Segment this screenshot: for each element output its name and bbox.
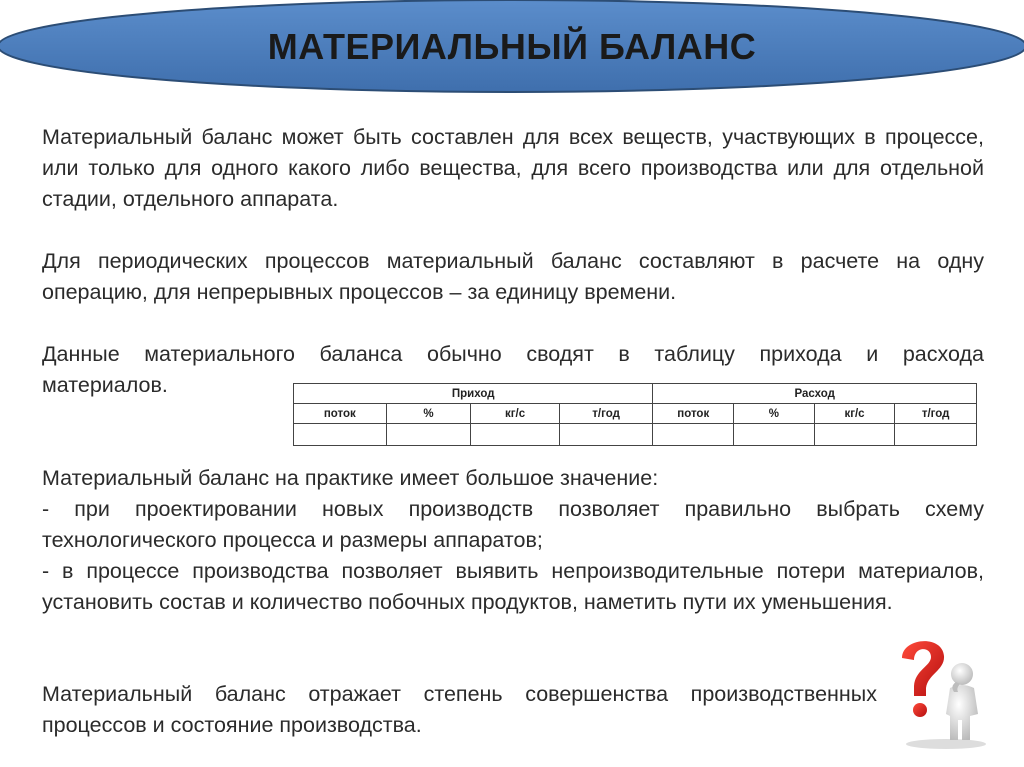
title-banner bbox=[0, 0, 1024, 100]
table-col-header: поток bbox=[653, 404, 734, 424]
table-cell bbox=[895, 424, 977, 446]
paragraph-importance: Материальный баланс на практике имеет большое значение: bbox=[42, 466, 659, 490]
paragraph-scope: Материальный баланс может быть составлен для всех веществ, участвующих в процессе, или только для одного какого либо вещества, для всего производства или для отдельной стадии, отдельного аппарата. bbox=[42, 125, 984, 211]
table-group-expense: Расход bbox=[653, 384, 977, 404]
table-group-income: Приход bbox=[294, 384, 653, 404]
table-col-header: % bbox=[734, 404, 815, 424]
table-col-header: кг/с bbox=[814, 404, 895, 424]
table-cell bbox=[471, 424, 560, 446]
table-cell bbox=[814, 424, 895, 446]
table-header-columns bbox=[294, 404, 977, 424]
table-col-header: кг/с bbox=[471, 404, 560, 424]
paragraph-production-point: - в процессе производства позволяет выявить непроизводительные потери материалов, установить состав и количество побочных продуктов, наметить пути их уменьшения. bbox=[42, 559, 984, 614]
table-cell bbox=[653, 424, 734, 446]
table-col-header: поток bbox=[294, 404, 387, 424]
table-header-groups bbox=[294, 384, 977, 404]
table-cell bbox=[734, 424, 815, 446]
balance-table bbox=[293, 383, 977, 446]
paragraph-conclusion-line1: Материальный баланс отражает степень совершенства производственных bbox=[42, 682, 877, 706]
paragraph-table-intro-line2: материалов. bbox=[42, 373, 168, 397]
paragraph-conclusion-line2: процессов и состояние производства. bbox=[42, 713, 422, 737]
table-cell bbox=[386, 424, 471, 446]
table-cell bbox=[294, 424, 387, 446]
table-col-header: т/год bbox=[895, 404, 977, 424]
paragraph-table-intro-line1: Данные материального баланса обычно сводят в таблицу прихода и расхода bbox=[42, 342, 984, 366]
paragraph-periodic: Для периодических процессов материальный баланс составляют в расчете на одну операцию, для непрерывных процессов – за единицу времени. bbox=[42, 249, 984, 304]
table-row bbox=[294, 424, 977, 446]
slide-title: МАТЕРИАЛЬНЫЙ БАЛАНС bbox=[267, 26, 757, 67]
table-col-header: т/год bbox=[559, 404, 653, 424]
person-with-question-mark-icon bbox=[884, 630, 1004, 750]
table-cell bbox=[559, 424, 653, 446]
table-col-header: % bbox=[386, 404, 471, 424]
paragraph-design-point: - при проектировании новых производств позволяет правильно выбрать схему технологического процесса и размеры аппаратов; bbox=[42, 497, 984, 552]
